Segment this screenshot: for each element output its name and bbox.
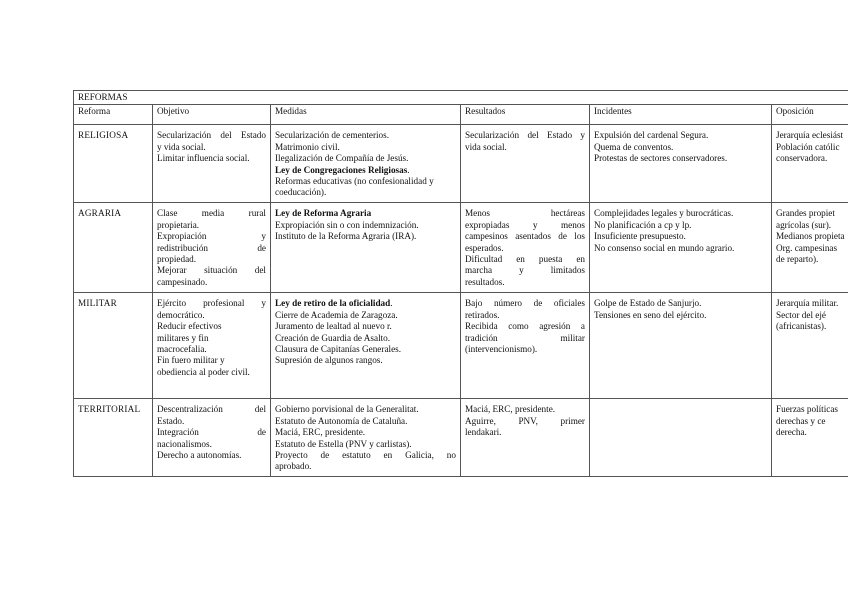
cell-line: conservadora. <box>776 153 828 164</box>
table-title: REFORMAS <box>74 91 848 105</box>
cell-line: agrícolas (sur). <box>776 219 832 230</box>
cell-line: Menos hectáreas <box>465 208 585 219</box>
resultados-cell <box>461 125 590 203</box>
incidentes-cell <box>590 399 772 477</box>
cell-line: Expropiación y <box>157 231 266 242</box>
cell-line: expropiadas y menos <box>465 219 585 230</box>
oposicion-cell <box>772 293 848 399</box>
header-incidentes: Incidentes <box>590 105 772 125</box>
cell-line: Aguirre, PNV, primer <box>465 415 585 426</box>
cell-line: propietaria. <box>157 219 200 230</box>
table-row <box>74 125 848 203</box>
cell-line: propiedad. <box>157 254 197 265</box>
resultados-cell <box>461 293 590 399</box>
cell-line: resultados. <box>465 276 505 287</box>
cell-line: Bajo número de oficiales <box>465 298 585 309</box>
row-label: RELIGIOSA <box>74 125 153 203</box>
objetivo-cell <box>153 399 271 477</box>
header-reforma: Reforma <box>74 105 153 125</box>
header-objetivo: Objetivo <box>153 105 271 125</box>
cell-line: Jerarquía eclesiást <box>776 130 844 141</box>
cell-line: macrocefalia. <box>157 344 207 355</box>
cell-line: aprobado. <box>275 461 312 472</box>
cell-line: Derecho a autonomías. <box>157 450 242 461</box>
cell-line: nacionalismos. <box>157 438 212 449</box>
cell-line: Población católic <box>776 141 840 152</box>
header-oposicion: Oposición <box>772 105 848 125</box>
oposicion-cell <box>772 399 848 477</box>
cell-line: Fin fuero militar y <box>157 355 225 366</box>
table-header-row <box>74 105 848 125</box>
cell-line: Expropiación sin o con indemnización. <box>275 219 419 230</box>
cell-line: vida social. <box>465 141 507 152</box>
cell-line: (africanistas). <box>776 321 827 332</box>
cell-line: Quema de conventos. <box>594 141 674 152</box>
oposicion-cell <box>772 203 848 293</box>
cell-line <box>275 165 456 176</box>
cell-line: Matrimonio civil. <box>275 141 340 152</box>
bold-law: Ley de Reforma Agraria <box>275 208 372 219</box>
resultados-cell <box>461 399 590 477</box>
bold-law-tail: . <box>390 298 393 309</box>
cell-line: derechas y ce <box>776 415 826 426</box>
cell-line: Expulsión del cardenal Segura. <box>594 130 709 141</box>
objetivo-cell <box>153 125 271 203</box>
cell-line: Instituto de la Reforma Agraria (IRA). <box>275 231 417 242</box>
header-medidas: Medidas <box>271 105 461 125</box>
cell-line: Integración de <box>157 427 266 438</box>
cell-line: Juramento de lealtad al nuevo r. <box>275 321 392 332</box>
resultados-cell <box>461 203 590 293</box>
cell-line: Maciá, ERC, presidente. <box>465 404 556 415</box>
cell-line: y vida social. <box>157 141 206 152</box>
cell-line: No consenso social en mundo agrario. <box>594 242 735 253</box>
cell-line: (intervencionismo). <box>465 344 538 355</box>
cell-line: Secularización del Estado y <box>465 130 585 141</box>
cell-line: Supresión de algunos rangos. <box>275 355 383 366</box>
reformas-table <box>73 90 848 477</box>
cell-line: Limitar influencia social. <box>157 153 250 164</box>
row-label: TERRITORIAL <box>74 399 153 477</box>
cell-line: Dificultad en puesta en <box>465 254 585 265</box>
cell-line: de reparto). <box>776 254 819 265</box>
cell-line: Grandes propiet <box>776 208 835 219</box>
cell-line: Ejército profesional y <box>157 298 266 309</box>
cell-line: tradición militar <box>465 332 585 343</box>
cell-line: campesinos asentados de los <box>465 231 585 242</box>
cell-line: Proyecto de estatuto en Galicia, no <box>275 450 456 461</box>
cell-line: Sector del ejé <box>776 309 826 320</box>
cell-line: Recibida como agresión a <box>465 321 585 332</box>
cell-line: Estado. <box>157 415 185 426</box>
oposicion-cell <box>772 125 848 203</box>
table-row <box>74 293 848 399</box>
row-label: MILITAR <box>74 293 153 399</box>
table-row <box>74 203 848 293</box>
incidentes-cell <box>590 293 772 399</box>
bold-law-tail: . <box>407 164 410 175</box>
cell-line: redistribución de <box>157 242 266 253</box>
objetivo-cell <box>153 203 271 293</box>
cell-line: marcha y limitados <box>465 265 585 276</box>
bold-law: Ley de retiro de la oficialidad <box>275 298 391 309</box>
cell-line: Maciá, ERC, presidente. <box>275 427 366 438</box>
cell-line: Ilegalización de Compañía de Jesús. <box>275 153 409 164</box>
incidentes-cell <box>590 125 772 203</box>
cell-line: No planificación a cp y lp. <box>594 219 692 230</box>
cell-line: Fuerzas políticas <box>776 404 838 415</box>
cell-line: Jerarquía militar. <box>776 298 839 309</box>
cell-line: Clase media rural <box>157 208 266 219</box>
cell-line: Medianos propieta <box>776 231 845 242</box>
objetivo-cell <box>153 293 271 399</box>
table-row <box>74 399 848 477</box>
row-label: AGRARIA <box>74 203 153 293</box>
cell-line: Secularización del Estado <box>157 130 266 141</box>
cell-line: Estatuto de Autonomía de Cataluña. <box>275 415 408 426</box>
cell-line: Complejidades legales y burocráticas. <box>594 208 734 219</box>
cell-line <box>275 208 456 219</box>
cell-line: derecha. <box>776 427 807 438</box>
cell-line: democrático. <box>157 309 205 320</box>
table-title-row <box>74 91 848 105</box>
cell-line: Estatuto de Estella (PNV y carlistas). <box>275 438 412 449</box>
cell-line: esperados. <box>465 242 504 253</box>
cell-line: Clausura de Capitanías Generales. <box>275 344 402 355</box>
cell-line <box>275 298 456 309</box>
cell-line: Mejorar situación del <box>157 265 266 276</box>
cell-line: Tensiones en seno del ejército. <box>594 309 707 320</box>
cell-line: Org. campesinas <box>776 242 838 253</box>
medidas-cell <box>271 203 461 293</box>
medidas-cell <box>271 293 461 399</box>
cell-line: campesinado. <box>157 276 208 287</box>
cell-line: coeducación). <box>275 187 327 198</box>
cell-line: Insuficiente presupuesto. <box>594 231 686 242</box>
cell-line: Descentralización del <box>157 404 266 415</box>
cell-line: Gobierno porvisional de la Generalitat. <box>275 404 419 415</box>
cell-line: Creación de Guardia de Asalto. <box>275 332 391 343</box>
cell-line: Reducir efectivos <box>157 321 222 332</box>
medidas-cell <box>271 399 461 477</box>
cell-line: Golpe de Estado de Sanjurjo. <box>594 298 702 309</box>
cell-line: lendakari. <box>465 427 502 438</box>
bold-law: Ley de Congregaciones Religiosas <box>275 164 408 175</box>
header-resultados: Resultados <box>461 105 590 125</box>
cell-line: retirados. <box>465 309 500 320</box>
cell-line: militares y fin <box>157 332 209 343</box>
cell-line: Protestas de sectores conservadores. <box>594 153 728 164</box>
medidas-cell <box>271 125 461 203</box>
incidentes-cell <box>590 203 772 293</box>
cell-line: Cierre de Academia de Zaragoza. <box>275 309 398 320</box>
cell-line: obediencia al poder civil. <box>157 366 250 377</box>
cell-line: Secularización de cementerios. <box>275 130 390 141</box>
cell-line: Reformas educativas (no confesionalidad y <box>275 176 434 187</box>
